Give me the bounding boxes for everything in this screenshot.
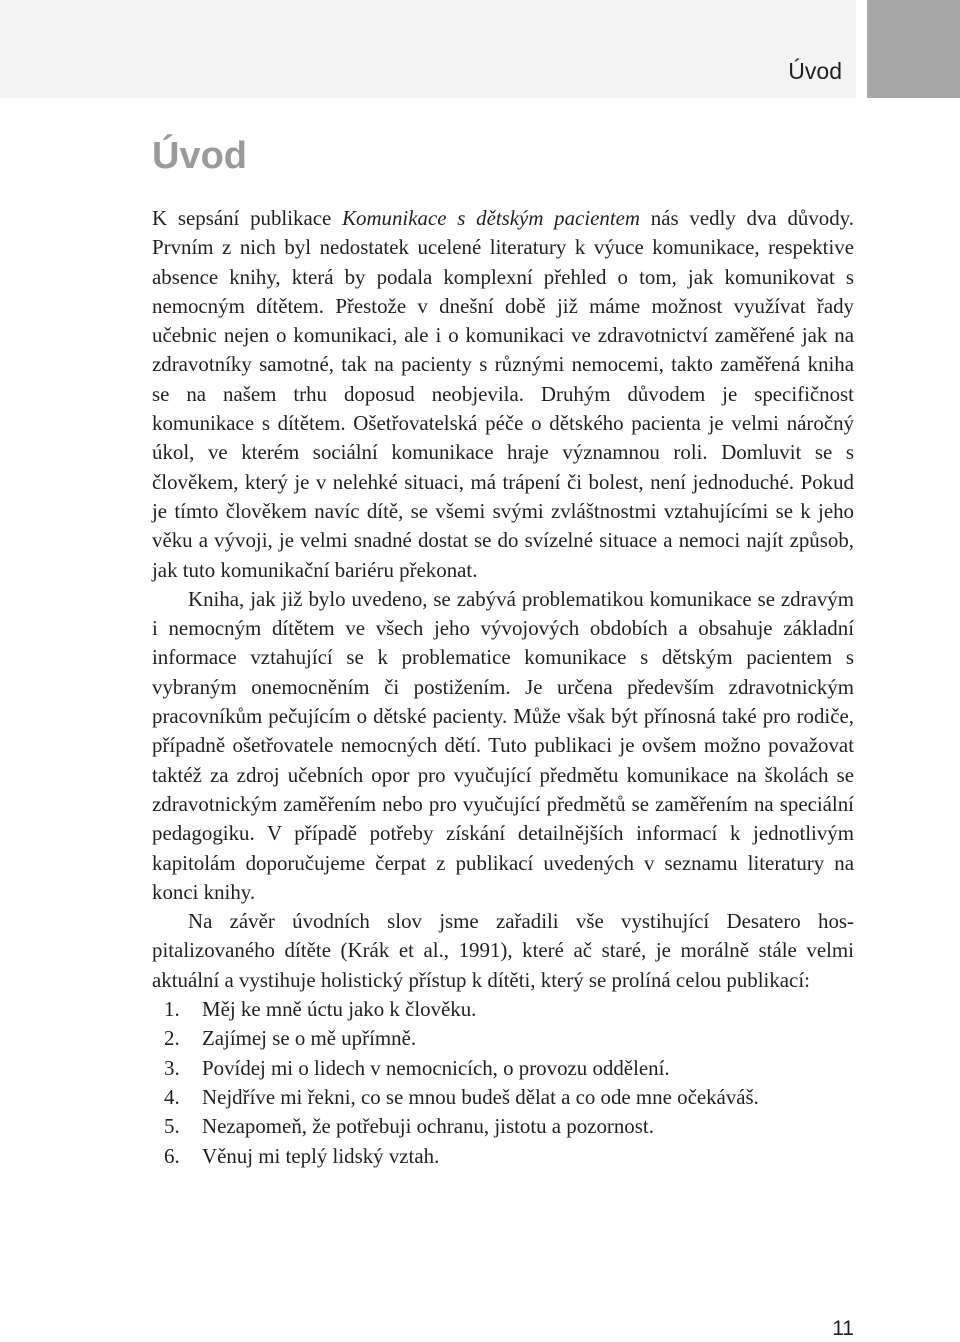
list-item-number: 1. <box>164 997 180 1022</box>
list-item-text: Nejdříve mi řekni, co se mnou budeš dělat a co ode mne očekáváš. <box>202 1084 759 1109</box>
paragraph-intro-rest: nás vedly dva důvody. Prvním z nich byl nedostatek ucelené literatury k výuce komunikace, respektive absence knihy, která by podala komplexní přehled o tom, jak komunikovat s nemocným dítětem. Přestože v dnešní době již máme možnost využívat řady učebnic nejen o komunikaci, ale i o komunikaci ve zdravotnictví zaměřené jak na zdravotníky samotné, tak na pacienty s různými nemocemi, takto zaměřená kniha se na našem trhu doposud neobjevila. Druhým důvodem je specifičnost komunikace s dítětem. Ošetřovatelská péče o dětského pacienta je velmi náročný úkol, ve kterém sociální komunikace hraje významnou roli. Domluvit se s člověkem, který je v nelehké situaci, má trápení či bolest, není jednoduché. Pokud je tímto člověkem navíc dítě, se všemi svými zvláštnostmi vztahujícími se k jeho věku a vývoji, je velmi snadné dostat se do svízelné situace a nemoci najít způsob, jak tuto komunikační bariéru překonat. <box>152 206 854 582</box>
list-item <box>152 1024 854 1053</box>
running-head: Úvod <box>788 58 842 84</box>
list-item-text: Povídej mi o lidech v nemocnicích, o provozu oddělení. <box>202 1055 670 1080</box>
list-item-number: 6. <box>164 1143 180 1168</box>
list-item-text: Věnuj mi teplý lidský vztah. <box>202 1143 440 1168</box>
list-item-text: Měj ke mně úctu jako k člověku. <box>202 997 477 1022</box>
page-number: 11 <box>832 1317 854 1340</box>
list-item-number: 4. <box>164 1084 180 1109</box>
paragraph-purpose: Kniha, jak již bylo uvedeno, se zabývá problematikou komunikace se zdravým i nemocným dítětem ve všech jeho vývojových obdobích a obsahuje základní informace vztahující se k problematice komunikace s dětským pacientem s vybraným onemocněním či postižením. Je určena především zdravotnickým pracovníkům pečujícím o dětské pacienty. Může však být přínosná také pro rodiče, případně ošetřovatele nemocných dětí. Tuto publikaci je ovšem možno považovat taktéž za zdroj učebních opor pro vyučující předmětu komunikace na školách se zdravotnickým zaměřením nebo pro vyučující předmětů se zaměřením na speciální pedagogiku. V případě potřeby získání detailnějších informací k jednotlivým kapitolám doporučujeme čerpat z publikací uvedených v seznamu literatury na konci knihy. <box>152 586 854 904</box>
chapter-title: Úvod <box>152 135 247 177</box>
list-item <box>152 1142 854 1171</box>
list-item <box>152 1083 854 1112</box>
list-item <box>152 1112 854 1141</box>
list-item-text: Zajímej se o mě upřímně. <box>202 1026 417 1051</box>
paragraph-intro <box>152 204 854 585</box>
decalogue-list <box>152 995 854 1171</box>
list-item-number: 2. <box>164 1026 180 1051</box>
list-item <box>152 1054 854 1083</box>
paragraph-decalogue-intro: Na závěr úvodních slov jsme zařadili vše vystihující Desatero hospitalizovaného dítěte (Krák et al., 1991), které ač staré, je morálně stále velmi aktuální a vystihuje holistický přístup k dítěti, který se prolíná celou publikací: <box>152 909 854 992</box>
list-item <box>152 995 854 1024</box>
chapter-thumb-tab <box>867 0 960 98</box>
header-band <box>0 0 856 98</box>
body-text <box>152 204 854 1171</box>
list-item-number: 5. <box>164 1114 180 1139</box>
paragraph-intro-start: K sepsání publikace <box>152 206 343 230</box>
list-item-text: Nezapomeň, že potřebuji ochranu, jistotu a pozornost. <box>202 1114 654 1139</box>
list-item-number: 3. <box>164 1055 180 1080</box>
publication-title: Komunikace s dětským pacientem <box>342 206 641 230</box>
